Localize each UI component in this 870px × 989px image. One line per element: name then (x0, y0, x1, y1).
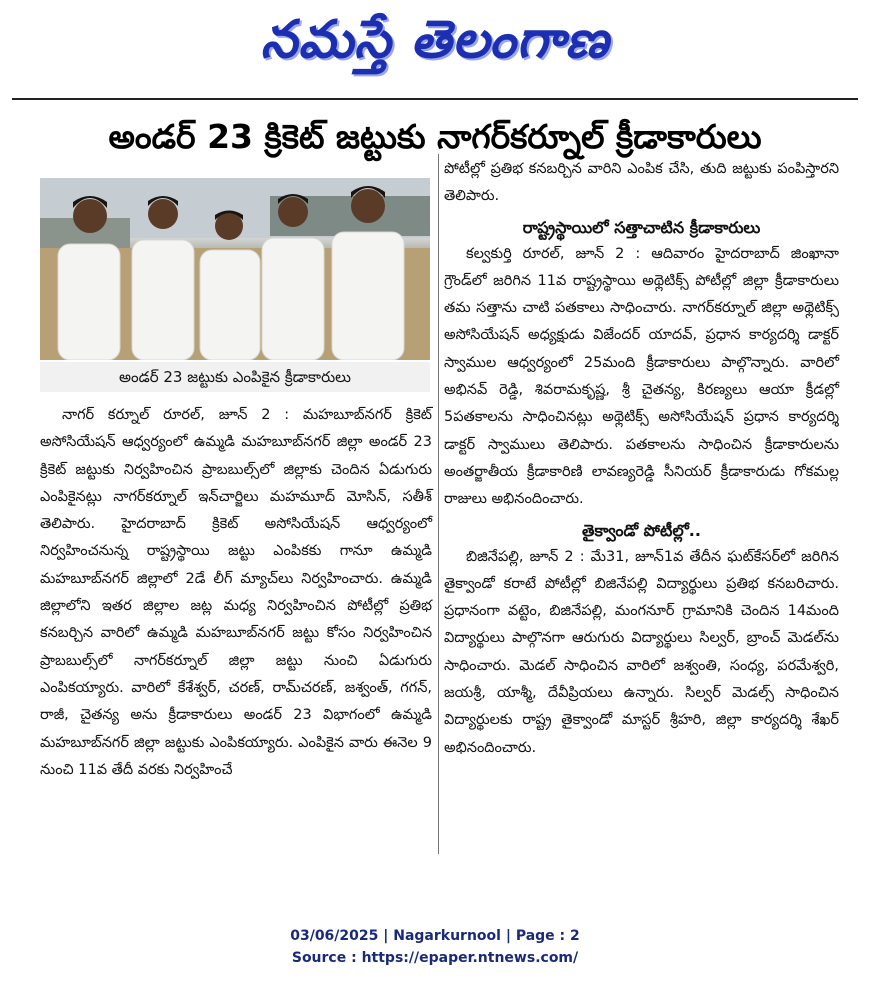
newspaper-logo: నమస్తే తెలంగాణ (260, 10, 610, 70)
subheading-taekwondo: తైక్వాండో పోటీల్లో.. (582, 520, 701, 540)
cricketers-photo-illustration (40, 178, 430, 360)
athletics-paragraph: కల్వకుర్తి రూరల్‌, జూన్‌ 2 : ఆదివారం హైదరాబాద్‌ జింఖానా గ్రౌండ్‌లో జరిగిన 11వ రాష్ట్రస్థాయి అథ్లెటిక్స్‌ పోటీల్లో జిల్లా క్రీడాకారులు తమ సత్తాను చాటి పతకాలు సాధించారు. నాగర్‌కర్నూల్‌ జిల్లా అథ్లెటిక్స్‌ అసోసియేషన్‌ అధ్యక్షుడు విజేందర్‌ యాదవ్‌, ప్రధాన కార్యదర్శి డాక్టర్‌ స్వాముల ఆధ్వర్యంలో 25మంది క్రీడాకారులు పాల్గొన్నారు. వారిలో అభినవ్‌ రెడ్డి, శివరామకృష్ణ, శ్రీ చైతన్య, కిరణ్యలు ఆయా క్రీడల్లో 5పతకాలను సాధించినట్లు అథ్లెటిక్స్‌ అసోసియేషన్‌ ప్రధాన కార్యదర్శి డాక్టర్‌ స్వాములు తెలిపారు. పతకాలను సాధించిన క్రీడాకారులను అంతర్జాతీయ క్రీడాకారిణి లావణ్యరెడ్డి సీనియర్‌ క్రీడాకారుడు గోకమల్ల రాజులు అభినందించారు. (444, 245, 839, 508)
article-left-column (40, 402, 432, 784)
footer-date-line: 03/06/2025 | Nagarkurnool | Page : 2 (290, 928, 580, 944)
taekwondo-paragraph: బిజినేపల్లి, జూన్‌ 2 : మే31, జూన్‌1వ తేదీన ఘట్‌కేసర్‌లో జరిగిన తైక్వాండో కరాటే పోటీల్లో బిజినేపల్లి విద్యార్థులు ప్రతిభ కనబరిచారు. ప్రధానంగా వట్టెం, బిజినేపల్లి, మంగనూర్‌ గ్రామానికి చెందిన 14మంది విద్యార్థులు పాల్గొనగా ఆరుగురు విద్యార్థులు సిల్వర్‌, బ్రాంచ్‌ మెడల్‌ను సాధించారు. మెడల్‌ సాధించిన వారిలో జశ్వంతి, సంధ్య, పరమేశ్వరి, జయశ్రీ, యాశ్మీ, దేవీప్రియలు ఉన్నారు. సిల్వర్‌ మెడల్స్‌ సాధించిన విద్యార్థులకు రాష్ట్ర తైక్వాండో మాస్టర్‌ శ్రీహరి, జిల్లా కార్యదర్శి శేఖర్‌ అభినందించారు. (444, 548, 839, 756)
footer-source-line: Source : https://epaper.ntnews.com/ (291, 950, 579, 966)
team-photo (40, 178, 430, 360)
masthead (0, 4, 870, 76)
top-divider (12, 98, 858, 100)
headline: అండర్‌ 23 క్రికెట్‌ జట్టుకు నాగర్‌కర్నూల్‌ క్రీడాకారులు (108, 117, 762, 156)
photo-caption: అండర్‌ 23 జట్టుకు ఎంపికైన క్రీడాకారులు (40, 362, 430, 392)
article-right-column (444, 156, 839, 762)
article-paragraph: నాగర్‌ కర్నూల్‌ రూరల్‌, జూన్‌ 2 : మహబూబ్‌నగర్‌ క్రికెట్‌ అసోసియేషన్‌ ఆధ్వర్యంలో ఉమ్మడి మహబూబ్‌నగర్‌ జిల్లా అండర్‌ 23 క్రికెట్‌ జట్టుకు నిర్వహించిన ప్రాబబుల్స్‌లో జిల్లాకు చెందిన ఏడుగురు ఎంపికైనట్లు నాగర్‌కర్నూల్‌ ఇన్‌చార్జిలు మహమూద్‌ మోసిన్‌, సతీశ్‌ తెలిపారు. హైదరాబాద్‌ క్రికెట్‌ అసోసియేషన్‌ ఆధ్వర్యంలో నిర్వహించనున్న రాష్ట్రస్థాయి జట్టు ఎంపికకు గానూ ఉమ్మడి మహబూబ్‌నగర్‌ జిల్లాలో 2డే లీగ్‌ మ్యాచ్‌లు నిర్వహించారు. ఉమ్మడి జిల్లాలోని ఇతర జిల్లాల జట్ల మధ్య నిర్వహించిన పోటీల్లో ప్రతిభ కనబర్చిన వారిలో ఉమ్మడి మహబూబ్‌నగర్‌ జట్టు కోసం నిర్వహించిన ప్రాబబుల్స్‌లో నాగర్‌కర్నూల్‌ జిల్లా జట్టు నుంచి ఏడుగురు ఎంపికయ్యారు. వారిలో కేశేశ్వర్‌, చరణ్‌, రామ్‌చరణ్‌, జశ్వంత్‌, గగన్‌, రాజీ, చైతన్య అను క్రీడాకారులు అండర్‌ 23 విభాగంలో ఉమ్మడి మహబూబ్‌నగర్‌ జిల్లా జట్టుకు ఎంపికయ్యారు. ఎంపికైన వారు ఈనెల 9 నుంచి 11వ తేదీ వరకు నిర్వహించే (40, 407, 432, 778)
article-continuation: పోటీల్లో ప్రతిభ కనబర్చిన వారిని ఎంపిక చేసి, తుది జట్టుకు పంపిస్తారని తెలిపారు. (444, 161, 839, 205)
subheading-athletics: రాష్ట్రస్థాయిలో సత్తాచాటిన క్రీడాకారులు (522, 217, 761, 237)
column-divider (438, 154, 439, 854)
